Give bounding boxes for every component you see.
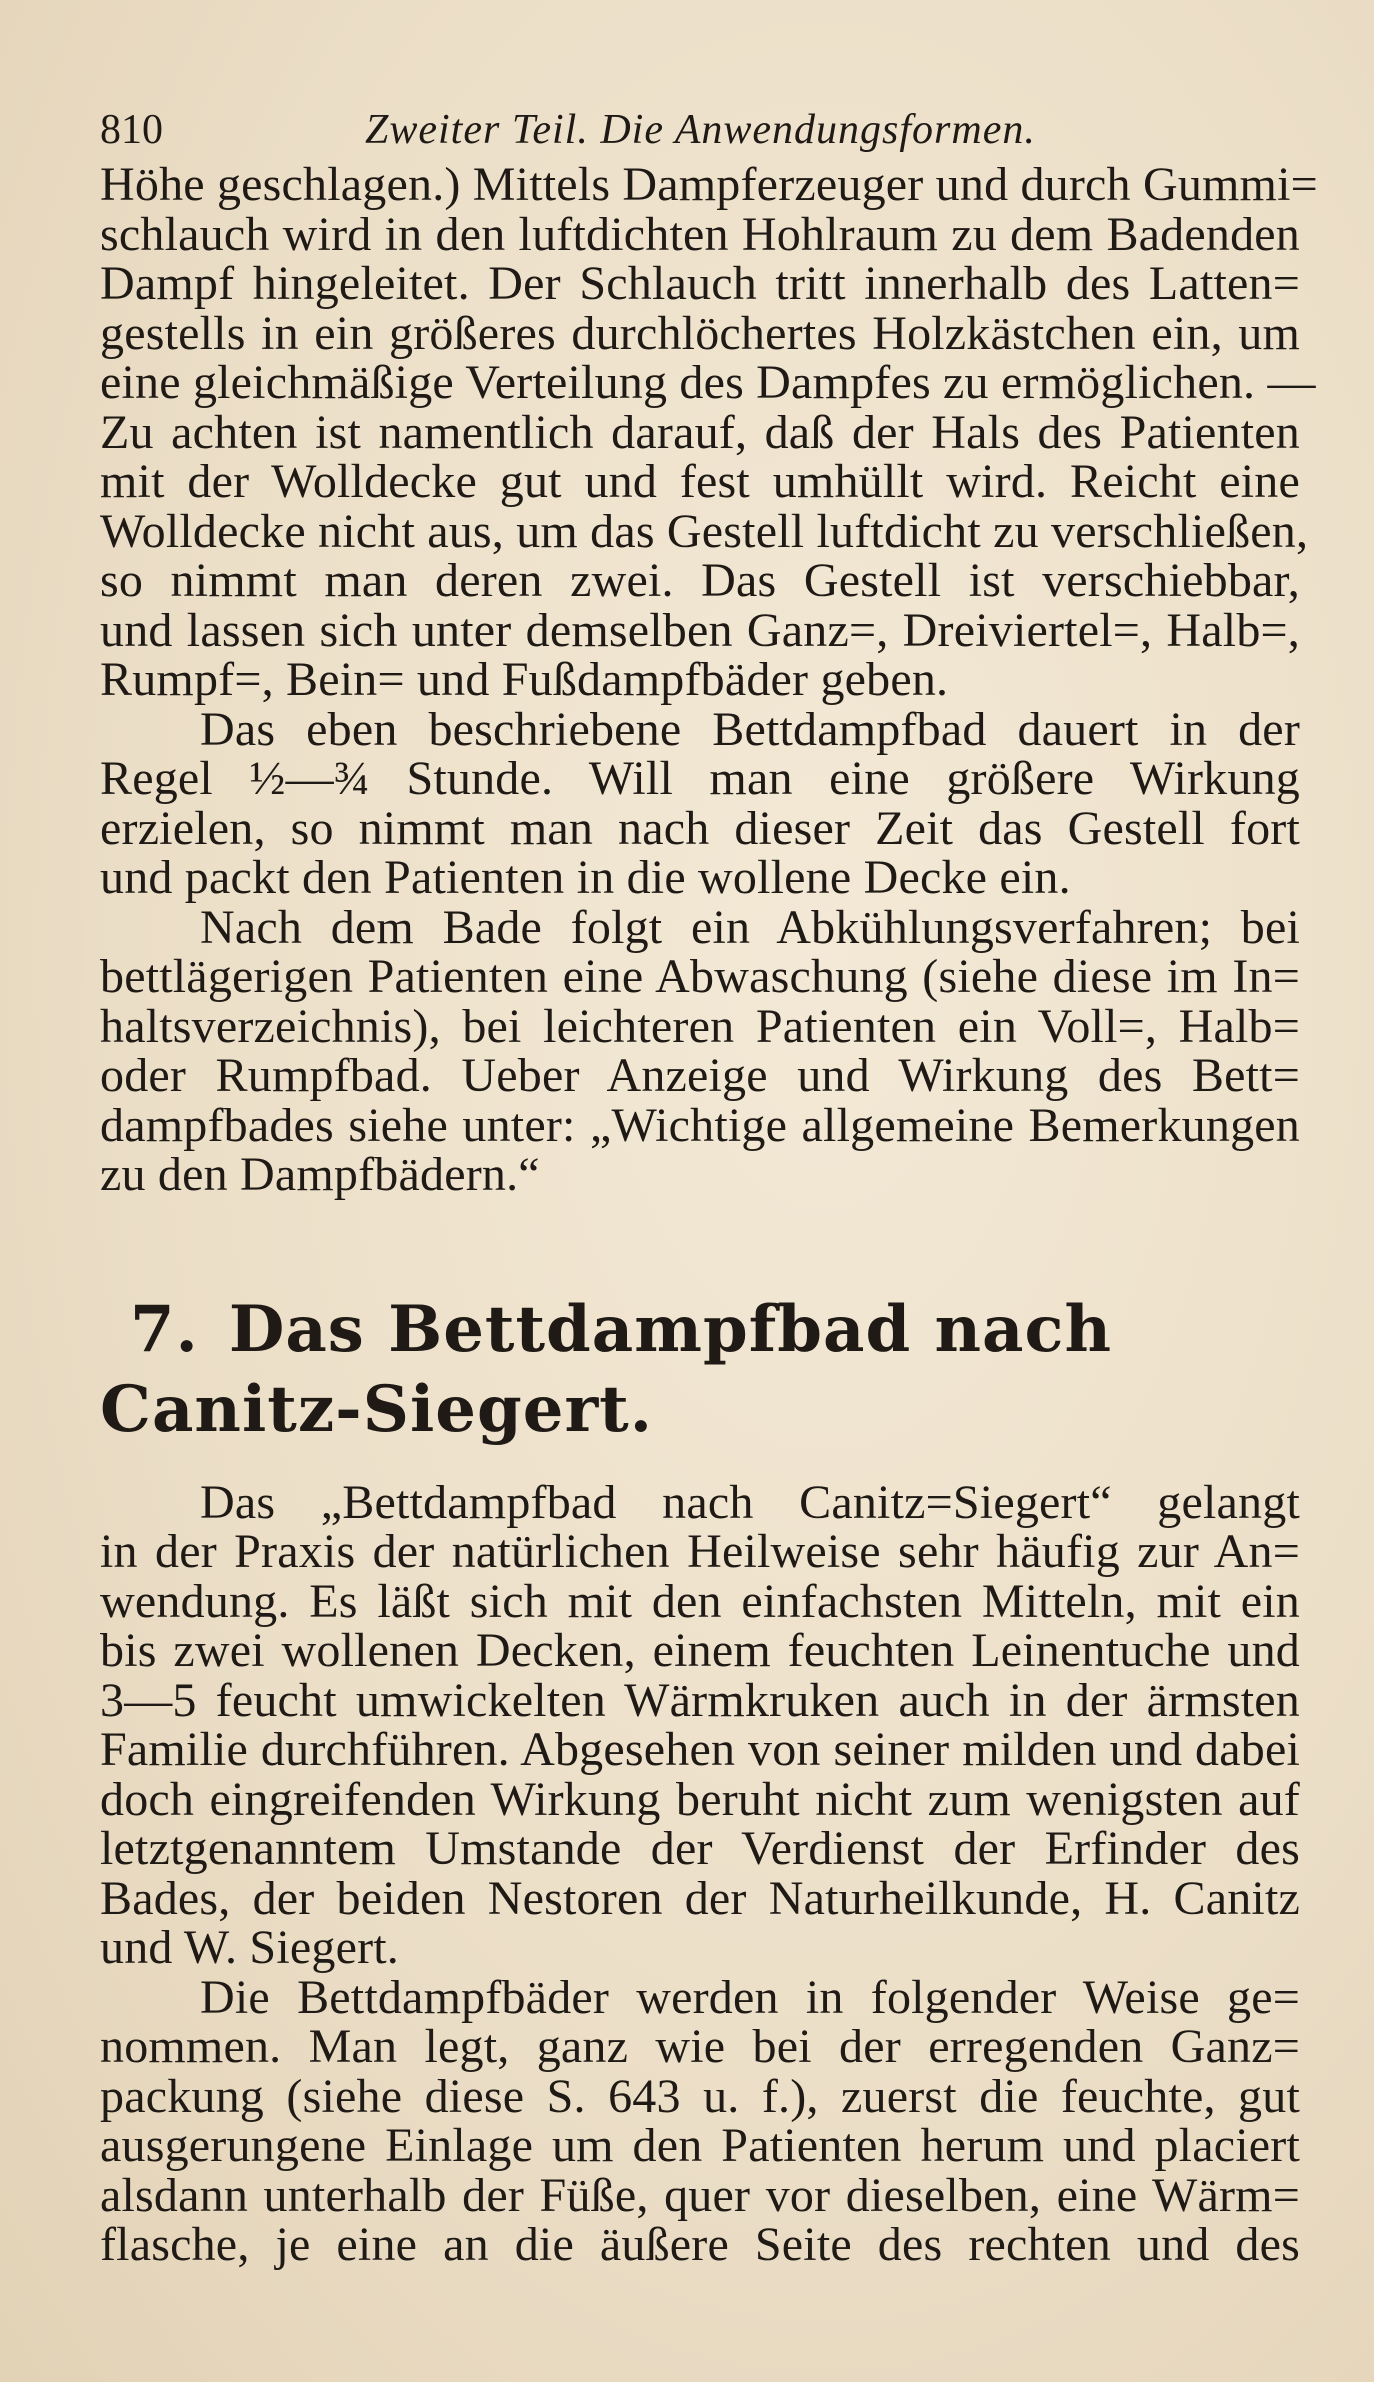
book-page [100,100,1318,2271]
paragraph-1 [100,158,1318,706]
text-line: 3—5 feucht umwickelten Wärmkruken auch in der ärmsten [100,1673,1300,1727]
text-line: nommen. Man legt, ganz wie bei der erregenden Ganz= [100,2020,1300,2073]
text-line: Regel ½—¾ Stunde. Will man eine größere Wirkung [100,752,1300,805]
text-line: Höhe geschlagen.) Mittels Dampferzeuger und durch Gummi= [100,158,1318,211]
text-line: Das „Bettdampfbad nach Canitz=Siegert“ gelangt [200,1475,1300,1529]
text-line: mit der Wolldecke gut und fest umhüllt wird. Reicht eine [100,455,1300,508]
text-line: haltsverzeichnis), bei leichteren Patienten ein Voll=, Halb= [100,999,1300,1053]
text-line: und packt den Patienten in die wollene Decke ein. [100,851,1071,904]
text-line: packung (siehe diese S. 643 u. f.), zuerst die feuchte, gut [100,2069,1300,2123]
page-number: 810 [100,107,163,153]
text-line: Wolldecke nicht aus, um das Gestell luftdicht zu verschließen, [100,504,1309,558]
paragraph-5 [100,1970,1300,2271]
text-line: eine gleichmäßige Verteilung des Dampfes zu ermöglichen. — [100,356,1316,409]
text-line: Familie durchführen. Abgesehen von seiner milden und dabei [100,1723,1300,1776]
paragraph-3 [100,900,1300,1201]
text-line: schlauch wird in den luftdichten Hohlraum zu dem Badenden [100,207,1300,261]
text-line: ausgerungene Einlage um den Patienten herum und placiert [100,2119,1300,2172]
text-line: und lassen sich unter demselben Ganz=, Dreiviertel=, Halb=, [100,603,1300,657]
section-title: Das Bettdampfbad nach Canitz-Siegert. [100,1291,1112,1447]
section-number: 7. [130,1291,199,1367]
text-line: wendung. Es läßt sich mit den einfachsten Mitteln, mit ein [100,1574,1300,1628]
text-line: gestells in ein größeres durchlöchertes Holzkästchen ein, um [100,306,1300,360]
text-line: bettlägerigen Patienten eine Abwaschung (siehe diese im In= [100,950,1300,1003]
text-line: alsdann unterhalb der Füße, quer vor dieselben, eine Wärm= [100,2168,1300,2222]
running-title: Zweiter Teil. Die Anwendungsformen. [365,107,1036,153]
text-line: dampfbades siehe unter: „Wichtige allgemeine Bemerkungen [100,1098,1300,1152]
text-line: bis zwei wollenen Decken, einem feuchten Leinentuche und [100,1624,1300,1677]
text-line: so nimmt man deren zwei. Das Gestell ist verschiebbar, [100,554,1300,607]
text-line: und W. Siegert. [100,1921,399,1974]
text-line: Rumpf=, Bein= und Fußdampfbäder geben. [100,653,949,706]
running-head [100,100,1300,160]
text-line: zu den Dampfbädern.“ [100,1148,540,1201]
text-line: Dampf hingeleitet. Der Schlauch tritt innerhalb des Latten= [100,257,1300,310]
paragraph-4 [100,1475,1300,1974]
text-line: Die Bettdampfbäder werden in folgender Weise ge= [200,1970,1300,2024]
text-line: Bades, der beiden Nestoren der Naturheilkunde, H. Canitz [100,1871,1300,1925]
text-line: oder Rumpfbad. Ueber Anzeige und Wirkung des Bett= [100,1049,1300,1102]
text-line: doch eingreifenden Wirkung beruht nicht zum wenigsten auf [100,1772,1300,1826]
text-line: in der Praxis der natürlichen Heilweise sehr häufig zur An= [100,1525,1300,1578]
text-line: Nach dem Bade folgt ein Abkühlungsverfahren; bei [200,900,1300,954]
paragraph-2 [100,702,1300,904]
text-line: erzielen, so nimmt man nach dieser Zeit das Gestell fort [100,801,1300,855]
text-line: letztgenanntem Umstande der Verdienst der Erfinder des [100,1822,1300,1875]
text-line: flasche, je eine an die äußere Seite des rechten und des [100,2218,1300,2271]
text-line: Zu achten ist namentlich darauf, daß der Hals des Patienten [100,405,1300,459]
text-line: Das eben beschriebene Bettdampfbad dauert in der [200,702,1300,756]
section-heading [100,1290,1300,1450]
